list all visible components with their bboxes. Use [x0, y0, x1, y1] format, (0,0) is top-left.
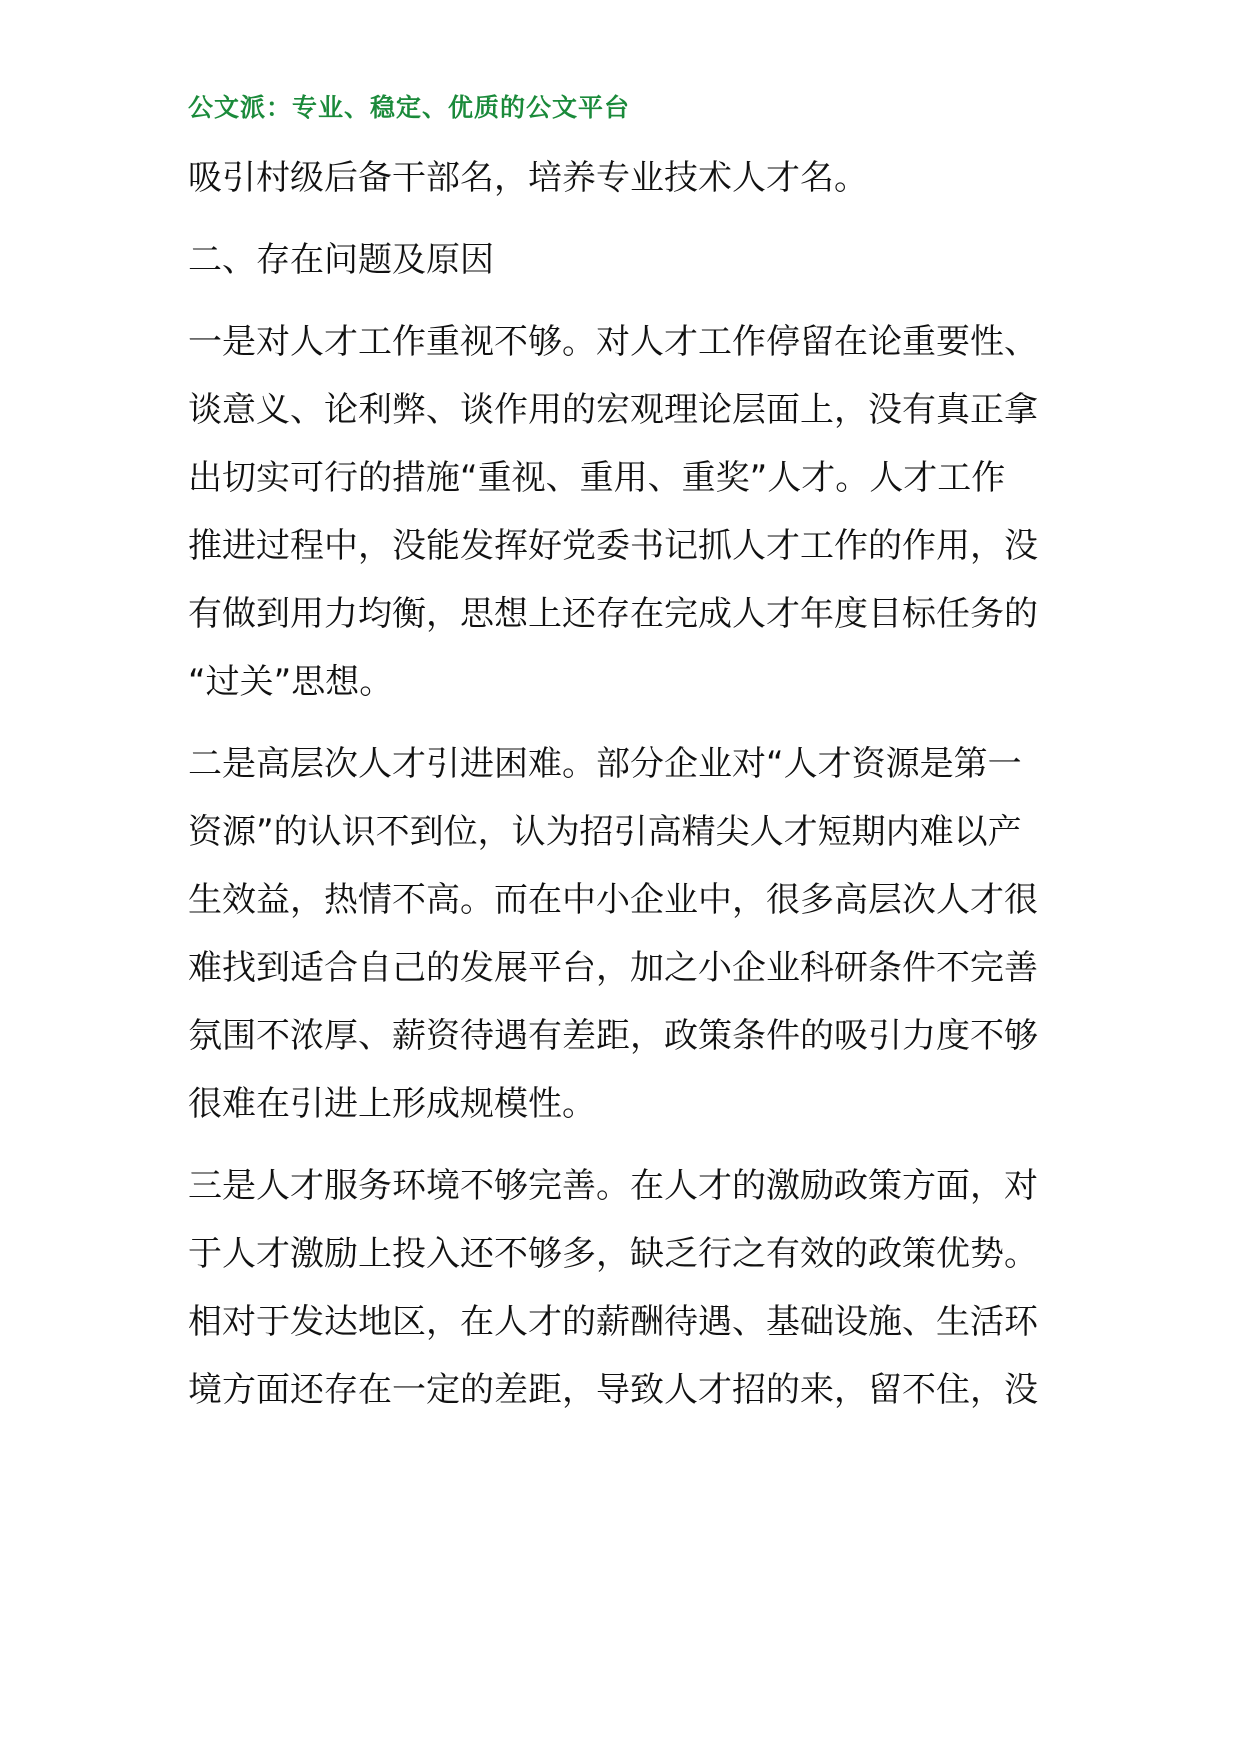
text-line: 氛围不浓厚、薪资待遇有差距，政策条件的吸引力度不够 [188, 1016, 1038, 1056]
text-line: 吸引村级后备干部名，培养专业技术人才名。 [188, 158, 868, 198]
text-line: 境方面还存在一定的差距，导致人才招的来，留不住，没 [188, 1370, 1038, 1410]
text-line: 二是高层次人才引进困难。部分企业对“人才资源是第一 [188, 744, 1022, 784]
text-line: “过关”思想。 [188, 662, 394, 702]
section-heading: 二、存在问题及原因 [188, 240, 494, 280]
text-line: 资源”的认识不到位，认为招引高精尖人才短期内难以产 [188, 812, 1022, 852]
text-line: 难找到适合自己的发展平台，加之小企业科研条件不完善 [188, 948, 1038, 988]
text-line: 生效益，热情不高。而在中小企业中，很多高层次人才很 [188, 880, 1038, 920]
text-line: 很难在引进上形成规模性。 [188, 1084, 596, 1124]
text-line: 出切实可行的措施“重视、重用、重奖”人才。人才工作 [188, 458, 1006, 498]
text-line: 于人才激励上投入还不够多，缺乏行之有效的政策优势。 [188, 1234, 1038, 1274]
text-line: 相对于发达地区，在人才的薪酬待遇、基础设施、生活环 [188, 1302, 1038, 1342]
text-line: 三是人才服务环境不够完善。在人才的激励政策方面，对 [188, 1166, 1038, 1206]
text-line: 谈意义、论利弊、谈作用的宏观理论层面上，没有真正拿 [188, 390, 1038, 430]
site-header-slogan: 公文派：专业、稳定、优质的公文平台 [188, 93, 631, 122]
text-line: 推进过程中，没能发挥好党委书记抓人才工作的作用，没 [188, 526, 1038, 566]
text-line: 有做到用力均衡，思想上还存在完成人才年度目标任务的 [188, 594, 1038, 634]
text-line: 一是对人才工作重视不够。对人才工作停留在论重要性、 [188, 322, 1038, 362]
